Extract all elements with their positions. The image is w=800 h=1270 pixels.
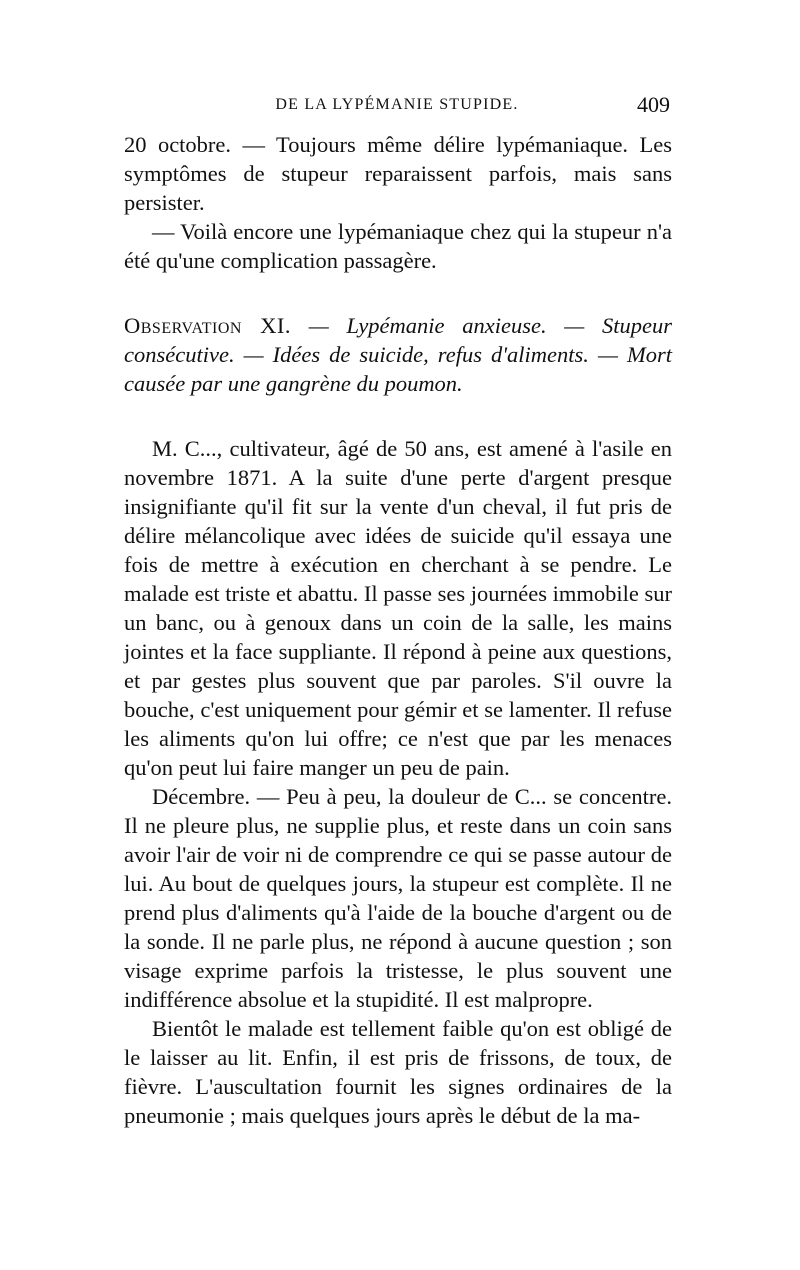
running-head bbox=[124, 92, 670, 122]
paragraph-conclusion: — Voilà encore une lypémaniaque chez qui la stupeur n'a été qu'une complication passagère. bbox=[124, 219, 672, 273]
paragraph-20-octobre: 20 octobre. — Toujours même délire lypémaniaque. Les symptômes de stupeur reparaissent parfois, mais sans persister. bbox=[124, 132, 672, 215]
observation-label: Observation XI. bbox=[124, 313, 292, 338]
page-body bbox=[124, 130, 672, 1130]
paragraph-case-intro: M. C..., cultivateur, âgé de 50 ans, est amené à l'asile en novembre 1871. A la suite d'une perte d'argent presque insignifiante qu'il fit sur la vente d'un cheval, il fut pris de délire mélancolique avec idées de suicide qu'il essaya une fois de mettre à exécution en cherchant à se pendre. Le malade est triste et abattu. Il passe ses journées immobile sur un banc, ou à genoux dans un coin de la salle, les mains jointes et la face suppliante. Il répond à peine aux questions, et par gestes plus souvent que par paroles. S'il ouvre la bouche, c'est uniquement pour gémir et se lamenter. Il refuse les aliments qu'on lui offre; ce n'est que par les menaces qu'on peut lui faire manger un peu de pain. bbox=[124, 436, 672, 780]
observation-title: — Lypémanie anxieuse. — Stupeur consécutive. — Idées de suicide, refus d'aliments. — Mort causée par une gangrène du poumon. bbox=[124, 313, 673, 396]
paragraph-decembre: Décembre. — Peu à peu, la douleur de C... se concentre. Il ne pleure plus, ne supplie plus, et reste dans un coin sans avoir l'air de voir ni de comprendre ce qui se passe autour de lui. Au bout de quelques jours, la stupeur est complète. Il ne prend plus d'aliments qu'à l'aide de la bouche d'argent ou de la sonde. Il ne parle plus, ne répond à aucune question ; son visage exprime parfois la tristesse, le plus souvent une indifférence absolue et la stupidité. Il est malpropre. bbox=[124, 784, 672, 1012]
paragraph-bientot: Bientôt le malade est tellement faible qu'on est obligé de le laisser au lit. Enfin, il est pris de frissons, de toux, de fièvre. L'auscultation fournit les signes ordinaires de la pneumonie ; mais quelques jours après le début de la ma- bbox=[124, 1016, 672, 1128]
observation-heading bbox=[124, 311, 672, 398]
running-title: DE LA LYPÉMANIE STUPIDE. bbox=[275, 96, 519, 113]
page-number: 409 bbox=[637, 92, 670, 117]
